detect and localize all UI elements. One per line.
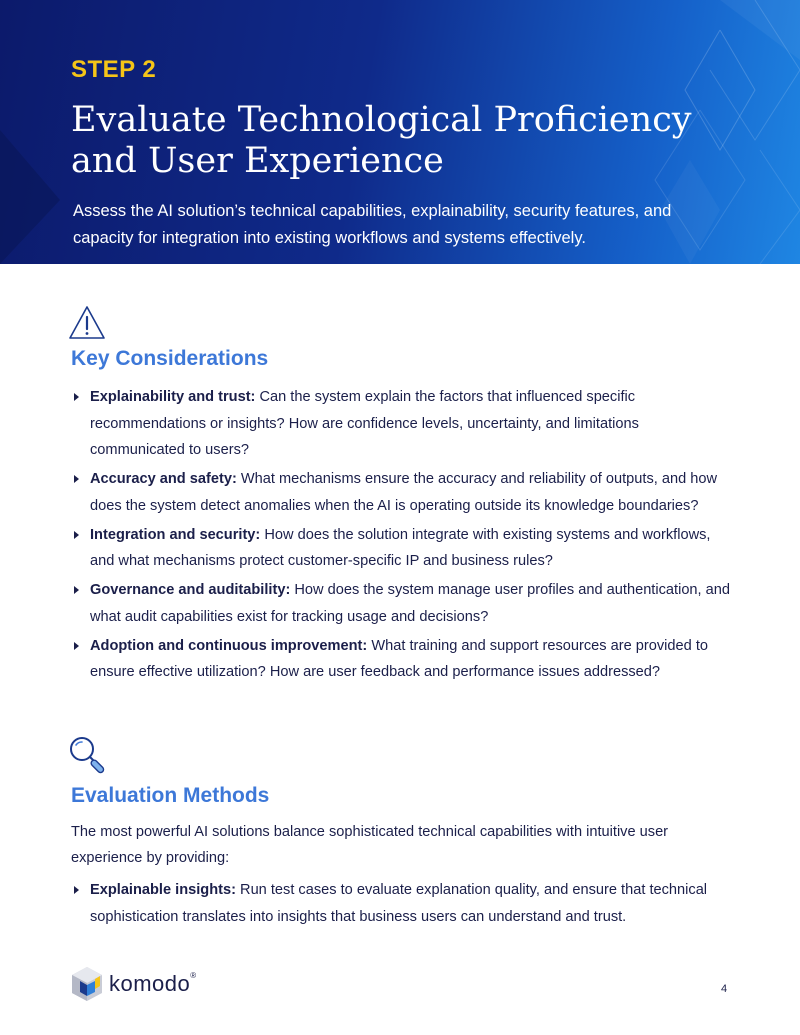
item-text: How does the solution integrate with existing systems and workflows, and what mechanisms protect customer-specific IP and business rules? xyxy=(90,526,711,569)
item-term: Integration and security: xyxy=(90,526,261,543)
list-item xyxy=(71,577,731,630)
komodo-logo-mark xyxy=(71,966,103,1002)
list-item xyxy=(71,466,731,519)
key-considerations-heading: Key Considerations xyxy=(71,347,269,370)
item-term: Adoption and continuous improvement: xyxy=(90,637,368,654)
list-item xyxy=(71,877,731,930)
page-title: Evaluate Technological Proficiency and User Experience xyxy=(71,100,692,181)
item-text: What training and support resources are provided to ensure effective utilization? How are user feedback and performance issues addressed? xyxy=(90,637,708,680)
list-item xyxy=(71,384,731,464)
item-term: Explainability and trust: xyxy=(90,389,256,405)
page-subtitle: Assess the AI solution’s technical capabilities, explainability, security features, and capacity for integration into existing workflows and systems effectively. xyxy=(73,202,672,247)
komodo-logo xyxy=(71,966,197,1002)
page-number: 4 xyxy=(721,983,728,995)
item-term: Accuracy and safety: xyxy=(90,471,237,487)
item-term: Explainable insights: xyxy=(90,882,236,898)
caret-right-icon xyxy=(74,586,79,594)
evaluation-methods-list xyxy=(71,877,731,933)
hero-banner xyxy=(0,0,800,264)
caret-right-icon xyxy=(74,475,79,483)
caret-right-icon xyxy=(74,886,79,894)
brand-name: komodo xyxy=(109,971,191,996)
caret-right-icon xyxy=(74,531,79,539)
caret-right-icon xyxy=(74,393,79,401)
caret-right-icon xyxy=(74,642,79,650)
key-considerations-list xyxy=(71,384,731,688)
list-item xyxy=(71,522,731,575)
magnifier-icon xyxy=(67,734,111,783)
step-label: STEP 2 xyxy=(71,56,157,83)
item-text: How does the system manage user profiles and authentication, and what audit capabilities exist for tracking usage and decisions? xyxy=(90,582,731,625)
item-text: Can the system explain the factors that influenced specific recommendations or insights? How are confidence levels, uncertainty, and limitations communicated to users? xyxy=(90,389,639,458)
evaluation-methods-heading: Evaluation Methods xyxy=(71,784,270,807)
warning-triangle-icon xyxy=(68,305,106,346)
item-term: Governance and auditability: xyxy=(90,582,291,598)
evaluation-methods-intro: The most powerful AI solutions balance sophisticated technical capabilities with intuitive user experience by providing: xyxy=(71,824,669,866)
item-text: Run test cases to evaluate explanation quality, and ensure that technical sophistication translates into insights that business users can understand and trust. xyxy=(90,882,708,925)
list-item xyxy=(71,633,731,686)
brand-wordmark xyxy=(109,971,197,997)
registered-mark: ® xyxy=(190,971,197,980)
item-text: What mechanisms ensure the accuracy and reliability of outputs, and how does the system detect anomalies when the AI is operating outside its knowledge boundaries? xyxy=(90,471,718,514)
